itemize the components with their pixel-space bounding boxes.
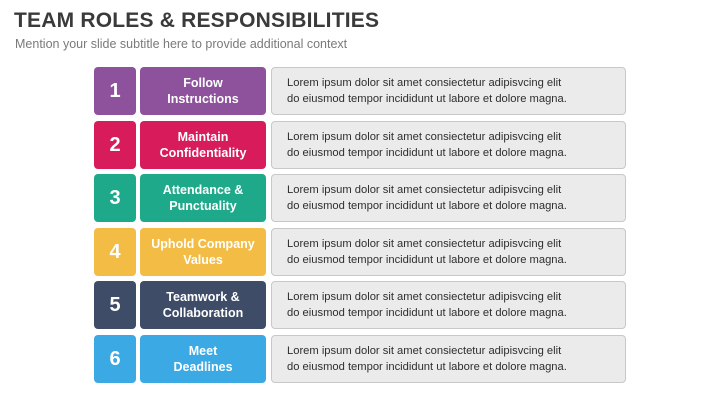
role-description-5-line1: Lorem ipsum dolor sit amet consiectetur adipisvcing elit — [287, 290, 562, 303]
role-description-5 — [271, 281, 626, 329]
role-number-1: 1 — [94, 67, 136, 115]
role-label-5-line2: Collaboration — [162, 306, 244, 320]
role-description-5-line2: do eiusmod tempor incididunt ut labore et dolore magna. — [287, 307, 567, 319]
role-number-6: 6 — [94, 335, 136, 383]
role-number-2: 2 — [94, 121, 136, 169]
role-number-4: 4 — [94, 228, 136, 276]
role-label-6-line1: Meet — [188, 344, 218, 358]
role-description-6 — [271, 335, 626, 383]
role-description-3-line1: Lorem ipsum dolor sit amet consiectetur adipisvcing elit — [287, 183, 562, 196]
role-description-6-line1: Lorem ipsum dolor sit amet consiectetur adipisvcing elit — [287, 344, 562, 357]
role-row-5 — [94, 281, 626, 329]
role-label-5-line1: Teamwork & — [166, 290, 240, 304]
role-description-4-line2: do eiusmod tempor incididunt ut labore et dolore magna. — [287, 254, 567, 266]
role-label-6 — [140, 335, 266, 383]
role-label-4 — [140, 228, 266, 276]
role-label-5 — [140, 281, 266, 329]
role-label-2-line2: Confidentiality — [159, 146, 247, 160]
role-row-4 — [94, 228, 626, 276]
role-description-3-line2: do eiusmod tempor incididunt ut labore et dolore magna. — [287, 200, 567, 212]
role-label-2-line1: Maintain — [177, 130, 229, 144]
role-description-3 — [271, 174, 626, 222]
role-description-1-line2: do eiusmod tempor incididunt ut labore et dolore magna. — [287, 93, 567, 105]
role-description-2-line2: do eiusmod tempor incididunt ut labore et dolore magna. — [287, 147, 567, 159]
role-label-1-line1: Follow — [183, 76, 223, 90]
role-label-4-line2: Values — [183, 253, 223, 267]
role-label-2 — [140, 121, 266, 169]
role-row-1 — [94, 67, 626, 115]
role-number-3: 3 — [94, 174, 136, 222]
slide-subtitle: Mention your slide subtitle here to provide additional context — [15, 37, 348, 51]
role-label-1 — [140, 67, 266, 115]
role-description-2 — [271, 121, 626, 169]
role-description-4 — [271, 228, 626, 276]
role-label-6-line2: Deadlines — [173, 360, 233, 374]
slide-title: TEAM ROLES & RESPONSIBILITIES — [14, 9, 380, 32]
role-label-3 — [140, 174, 266, 222]
role-description-6-line2: do eiusmod tempor incididunt ut labore et dolore magna. — [287, 361, 567, 373]
role-description-1 — [271, 67, 626, 115]
role-number-5: 5 — [94, 281, 136, 329]
role-row-3 — [94, 174, 626, 222]
role-row-2 — [94, 121, 626, 169]
role-row-6 — [94, 335, 626, 383]
role-label-3-line1: Attendance & — [162, 183, 244, 197]
role-label-3-line2: Punctuality — [169, 199, 237, 213]
role-description-1-line1: Lorem ipsum dolor sit amet consiectetur adipisvcing elit — [287, 76, 562, 89]
role-label-1-line2: Instructions — [167, 92, 239, 106]
role-description-4-line1: Lorem ipsum dolor sit amet consiectetur adipisvcing elit — [287, 237, 562, 250]
role-description-2-line1: Lorem ipsum dolor sit amet consiectetur adipisvcing elit — [287, 130, 562, 143]
role-label-4-line1: Uphold Company — [151, 237, 255, 251]
